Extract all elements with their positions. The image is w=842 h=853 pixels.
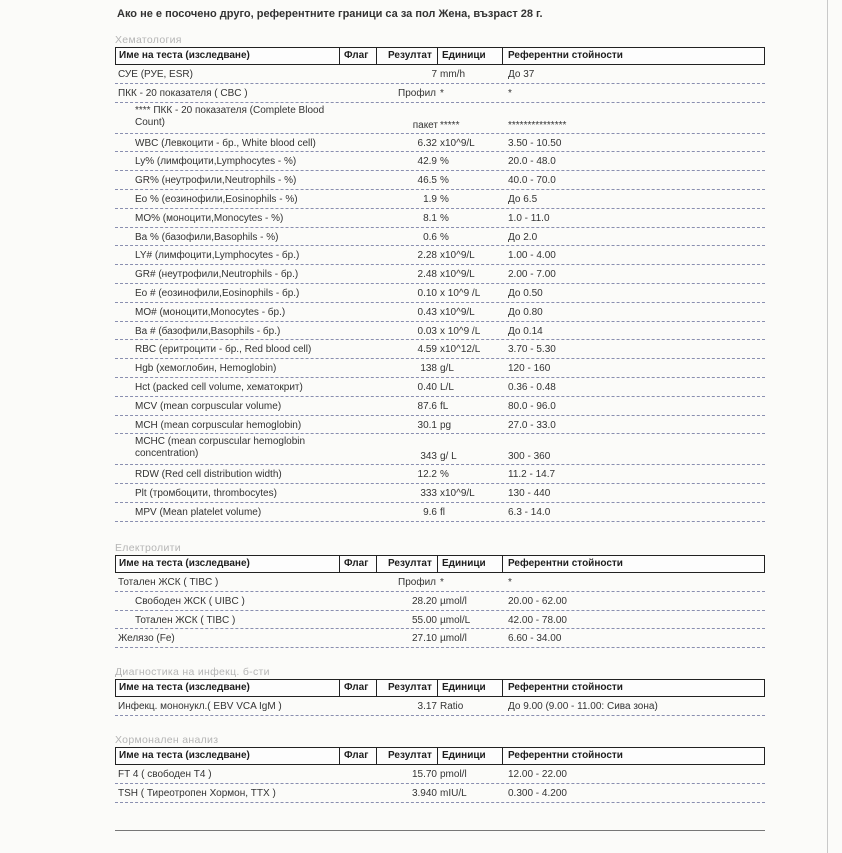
test-reference: 300 - 360 bbox=[508, 451, 551, 463]
test-name: MPV (Mean platelet volume) bbox=[135, 506, 262, 518]
test-unit: g/ L bbox=[440, 451, 457, 463]
test-reference: * bbox=[508, 577, 512, 588]
test-unit: ***** bbox=[440, 119, 460, 131]
test-name: RBC (еритроцити - бр., Red blood cell) bbox=[135, 344, 312, 356]
table-row bbox=[115, 322, 765, 341]
test-result: 42.9 bbox=[417, 156, 437, 168]
header-divider bbox=[502, 680, 503, 696]
header-divider bbox=[437, 680, 438, 696]
table-row bbox=[115, 697, 765, 716]
header-divider bbox=[339, 48, 340, 64]
test-reference: 80.0 - 96.0 bbox=[508, 400, 556, 412]
header-units: Единици bbox=[442, 50, 486, 61]
header-divider bbox=[339, 680, 340, 696]
test-unit: % bbox=[440, 212, 449, 224]
header-name: Име на теста (изследване) bbox=[119, 558, 250, 569]
table-row bbox=[115, 246, 765, 265]
table-row bbox=[115, 190, 765, 209]
header-ref: Референтни стойности bbox=[508, 750, 623, 761]
table-row bbox=[115, 784, 765, 803]
header-units: Единици bbox=[442, 558, 486, 569]
table-row bbox=[115, 397, 765, 416]
test-result: 27.10 bbox=[411, 633, 437, 645]
page-end-line bbox=[115, 830, 765, 831]
test-unit: x10^9/L bbox=[440, 269, 475, 281]
header-result: Резултат bbox=[388, 682, 432, 693]
test-unit: % bbox=[440, 231, 449, 243]
test-result: 15.70 bbox=[411, 769, 437, 780]
test-name: Eo # (еозинофили,Eosinophils - бр.) bbox=[135, 287, 300, 299]
test-reference: 12.00 - 22.00 bbox=[508, 769, 567, 780]
test-name: ПКК - 20 показателя ( CBC ) bbox=[118, 87, 248, 99]
test-reference: 3.50 - 10.50 bbox=[508, 137, 562, 149]
test-flag: Профил bbox=[398, 577, 436, 588]
table-row bbox=[115, 265, 765, 284]
test-unit: % bbox=[440, 193, 449, 205]
table-header bbox=[115, 679, 765, 697]
test-name: Свободен ЖСК ( UIBC ) bbox=[135, 595, 245, 607]
test-unit: % bbox=[440, 156, 449, 168]
test-result: 2.28 bbox=[417, 250, 437, 262]
header-name: Име на теста (изследване) bbox=[119, 682, 250, 693]
test-result: 28.20 bbox=[411, 595, 437, 607]
test-reference: До 0.80 bbox=[508, 306, 543, 318]
test-reference: 1.0 - 11.0 bbox=[508, 212, 550, 224]
table-row bbox=[115, 134, 765, 153]
test-reference: 27.0 - 33.0 bbox=[508, 419, 556, 431]
table-row bbox=[115, 484, 765, 503]
header-divider bbox=[502, 748, 503, 764]
section-title: Хематология bbox=[115, 34, 182, 46]
test-unit: µmol/L bbox=[440, 614, 471, 626]
table-row bbox=[115, 611, 765, 630]
header-divider bbox=[437, 48, 438, 64]
test-unit: * bbox=[440, 577, 444, 588]
test-reference: 0.36 - 0.48 bbox=[508, 381, 556, 393]
test-name: GR% (неутрофили,Neutrophils - %) bbox=[135, 175, 297, 187]
header-units: Единици bbox=[442, 750, 486, 761]
header-divider bbox=[437, 556, 438, 572]
header-ref: Референтни стойности bbox=[508, 558, 623, 569]
test-result: 333 bbox=[420, 488, 437, 500]
test-name: Инфекц. мононукл.( EBV VCA IgM ) bbox=[118, 701, 282, 712]
test-name: Hct (packed cell volume, хематокрит) bbox=[135, 381, 303, 393]
table-row bbox=[115, 573, 765, 592]
section-3 bbox=[115, 733, 765, 803]
header-ref: Референтни стойности bbox=[508, 682, 623, 693]
reference-note: Ако не е посочено друго, референтните граници са за пол Жена, възраст 28 г. bbox=[117, 8, 543, 20]
section-title: Хормонален анализ bbox=[115, 734, 219, 746]
header-ref: Референтни стойности bbox=[508, 50, 623, 61]
test-name: Eo % (еозинофили,Eosinophils - %) bbox=[135, 193, 298, 205]
test-result: 343 bbox=[420, 451, 437, 463]
header-flag: Флаг bbox=[344, 50, 369, 61]
test-reference: * bbox=[508, 87, 512, 99]
test-reference: До 2.0 bbox=[508, 231, 538, 243]
test-result: 8.1 bbox=[423, 212, 437, 224]
test-unit: pmol/l bbox=[440, 769, 467, 780]
table-row bbox=[115, 228, 765, 247]
test-unit: mIU/L bbox=[440, 787, 467, 799]
header-divider bbox=[376, 748, 377, 764]
test-result: 2.48 bbox=[417, 269, 437, 281]
table-header bbox=[115, 47, 765, 65]
table-row bbox=[115, 416, 765, 435]
test-reference: 1.00 - 4.00 bbox=[508, 250, 556, 262]
test-name: TSH ( Тиреотропен Хормон, TTX ) bbox=[118, 787, 276, 799]
test-reference: 6.60 - 34.00 bbox=[508, 633, 562, 645]
test-result: 3.940 bbox=[411, 787, 437, 799]
section-title: Диагностика на инфекц. б-сти bbox=[115, 666, 270, 678]
page-edge bbox=[827, 0, 828, 853]
test-reference: До 6.5 bbox=[508, 193, 538, 205]
test-name: **** ПКК - 20 показателя (Complete Blood Count) bbox=[135, 104, 325, 128]
test-reference: 20.0 - 48.0 bbox=[508, 156, 556, 168]
table-row bbox=[115, 503, 765, 522]
test-reference: 6.3 - 14.0 bbox=[508, 506, 551, 518]
test-name: MO# (моноцити,Monocytes - бр.) bbox=[135, 306, 286, 318]
test-reference: 20.00 - 62.00 bbox=[508, 595, 567, 607]
header-divider bbox=[437, 748, 438, 764]
test-unit: * bbox=[440, 87, 444, 99]
test-reference: 2.00 - 7.00 bbox=[508, 269, 556, 281]
header-result: Резултат bbox=[388, 50, 432, 61]
section-2 bbox=[115, 665, 765, 716]
test-name: MCV (mean corpuscular volume) bbox=[135, 400, 282, 412]
test-name: FT 4 ( свободен T4 ) bbox=[118, 769, 212, 780]
test-unit: x10^9/L bbox=[440, 488, 475, 500]
test-name: MCH (mean corpuscular hemoglobin) bbox=[135, 419, 302, 431]
header-flag: Флаг bbox=[344, 750, 369, 761]
test-flag: Профил bbox=[398, 87, 436, 99]
table-row bbox=[115, 65, 765, 84]
header-flag: Флаг bbox=[344, 558, 369, 569]
table-row bbox=[115, 303, 765, 322]
header-flag: Флаг bbox=[344, 682, 369, 693]
test-result: 0.6 bbox=[423, 231, 437, 243]
test-reference: 130 - 440 bbox=[508, 488, 551, 500]
test-reference: *************** bbox=[508, 119, 567, 131]
table-row bbox=[115, 359, 765, 378]
test-name: WBC (Левкоцити - бр., White blood cell) bbox=[135, 137, 316, 149]
test-name: RDW (Red cell distribution width) bbox=[135, 469, 282, 481]
table-row bbox=[115, 103, 765, 134]
table-row bbox=[115, 340, 765, 359]
test-result: 30.1 bbox=[417, 419, 437, 431]
test-result: 0.40 bbox=[417, 381, 437, 393]
table-header bbox=[115, 747, 765, 765]
header-divider bbox=[502, 48, 503, 64]
test-result: 1.9 bbox=[423, 193, 437, 205]
header-divider bbox=[339, 748, 340, 764]
test-result: 55.00 bbox=[411, 614, 437, 626]
header-name: Име на теста (изследване) bbox=[119, 50, 250, 61]
test-result: 46.5 bbox=[417, 175, 437, 187]
test-result: 87.6 bbox=[417, 400, 437, 412]
table-row bbox=[115, 765, 765, 784]
test-result: 138 bbox=[420, 363, 437, 375]
test-unit: x10^12/L bbox=[440, 344, 481, 356]
header-result: Резултат bbox=[388, 558, 432, 569]
section-title: Електролити bbox=[115, 542, 181, 554]
test-name: Plt (тромбоцити, thrombocytes) bbox=[135, 488, 277, 500]
test-name: Hgb (хемоглобин, Hemoglobin) bbox=[135, 363, 277, 375]
table-header bbox=[115, 555, 765, 573]
table-row bbox=[115, 84, 765, 103]
test-unit: mm/h bbox=[440, 69, 465, 80]
test-unit: x 10^9 /L bbox=[440, 325, 481, 337]
test-name: Тотален ЖСК ( TIBC ) bbox=[135, 614, 236, 626]
test-name: GR# (неутрофили,Neutrophils - бр.) bbox=[135, 269, 299, 281]
test-reference: 11.2 - 14.7 bbox=[508, 469, 556, 481]
test-unit: µmol/l bbox=[440, 633, 467, 645]
test-unit: x10^9/L bbox=[440, 306, 475, 318]
table-row bbox=[115, 434, 765, 465]
test-result: 0.43 bbox=[417, 306, 437, 318]
header-divider bbox=[502, 556, 503, 572]
test-result: 6.32 bbox=[417, 137, 437, 149]
header-divider bbox=[376, 680, 377, 696]
test-name: Желязо (Fe) bbox=[118, 633, 175, 645]
test-name: Ly% (лимфоцити,Lymphocytes - %) bbox=[135, 156, 297, 168]
table-row bbox=[115, 629, 765, 648]
header-divider bbox=[376, 48, 377, 64]
table-row bbox=[115, 378, 765, 397]
test-reference: До 37 bbox=[508, 69, 535, 80]
test-unit: x10^9/L bbox=[440, 137, 475, 149]
header-result: Резултат bbox=[388, 750, 432, 761]
test-name: MCHC (mean corpuscular hemoglobin concentration) bbox=[135, 436, 306, 460]
test-reference: До 0.50 bbox=[508, 287, 543, 299]
test-unit: % bbox=[440, 469, 449, 481]
table-row bbox=[115, 284, 765, 303]
test-unit: fL bbox=[440, 400, 449, 412]
header-units: Единици bbox=[442, 682, 486, 693]
table-row bbox=[115, 209, 765, 228]
test-name: Ba # (базофили,Basophils - бр.) bbox=[135, 325, 281, 337]
test-result: 7 bbox=[431, 69, 437, 80]
test-reference: До 0.14 bbox=[508, 325, 543, 337]
test-reference: 0.300 - 4.200 bbox=[508, 787, 567, 799]
test-unit: L/L bbox=[440, 381, 454, 393]
test-result: 12.2 bbox=[417, 469, 437, 481]
header-divider bbox=[339, 556, 340, 572]
section-0 bbox=[115, 33, 765, 522]
test-unit: g/L bbox=[440, 363, 454, 375]
test-name: LY# (лимфоцити,Lymphocytes - бр.) bbox=[135, 250, 300, 262]
test-name: Ba % (базофили,Basophils - %) bbox=[135, 231, 279, 243]
test-result: 9.6 bbox=[423, 506, 437, 518]
test-result: 3.17 bbox=[417, 701, 437, 712]
section-1 bbox=[115, 541, 765, 648]
test-unit: x10^9/L bbox=[440, 250, 475, 262]
test-unit: µmol/l bbox=[440, 595, 467, 607]
test-reference: 40.0 - 70.0 bbox=[508, 175, 556, 187]
header-name: Име на теста (изследване) bbox=[119, 750, 250, 761]
test-name: MO% (моноцити,Monocytes - %) bbox=[135, 212, 284, 224]
test-reference: 42.00 - 78.00 bbox=[508, 614, 567, 626]
test-unit: Ratio bbox=[440, 701, 464, 712]
test-unit: x 10^9 /L bbox=[440, 287, 481, 299]
table-row bbox=[115, 171, 765, 190]
test-result: 0.10 bbox=[417, 287, 437, 299]
test-reference: 3.70 - 5.30 bbox=[508, 344, 556, 356]
test-flag: пакет bbox=[412, 119, 438, 131]
header-divider bbox=[376, 556, 377, 572]
table-row bbox=[115, 465, 765, 484]
test-reference: 120 - 160 bbox=[508, 363, 551, 375]
test-unit: % bbox=[440, 175, 449, 187]
test-result: 0.03 bbox=[417, 325, 437, 337]
test-unit: pg bbox=[440, 419, 452, 431]
table-row bbox=[115, 152, 765, 171]
test-name: СУЕ (РУЕ, ESR) bbox=[118, 69, 193, 80]
test-unit: fl bbox=[440, 506, 445, 518]
test-result: 4.59 bbox=[417, 344, 437, 356]
table-row bbox=[115, 592, 765, 611]
test-reference: До 9.00 (9.00 - 11.00: Сива зона) bbox=[508, 701, 658, 712]
test-name: Тотален ЖСК ( TIBC ) bbox=[118, 577, 219, 588]
